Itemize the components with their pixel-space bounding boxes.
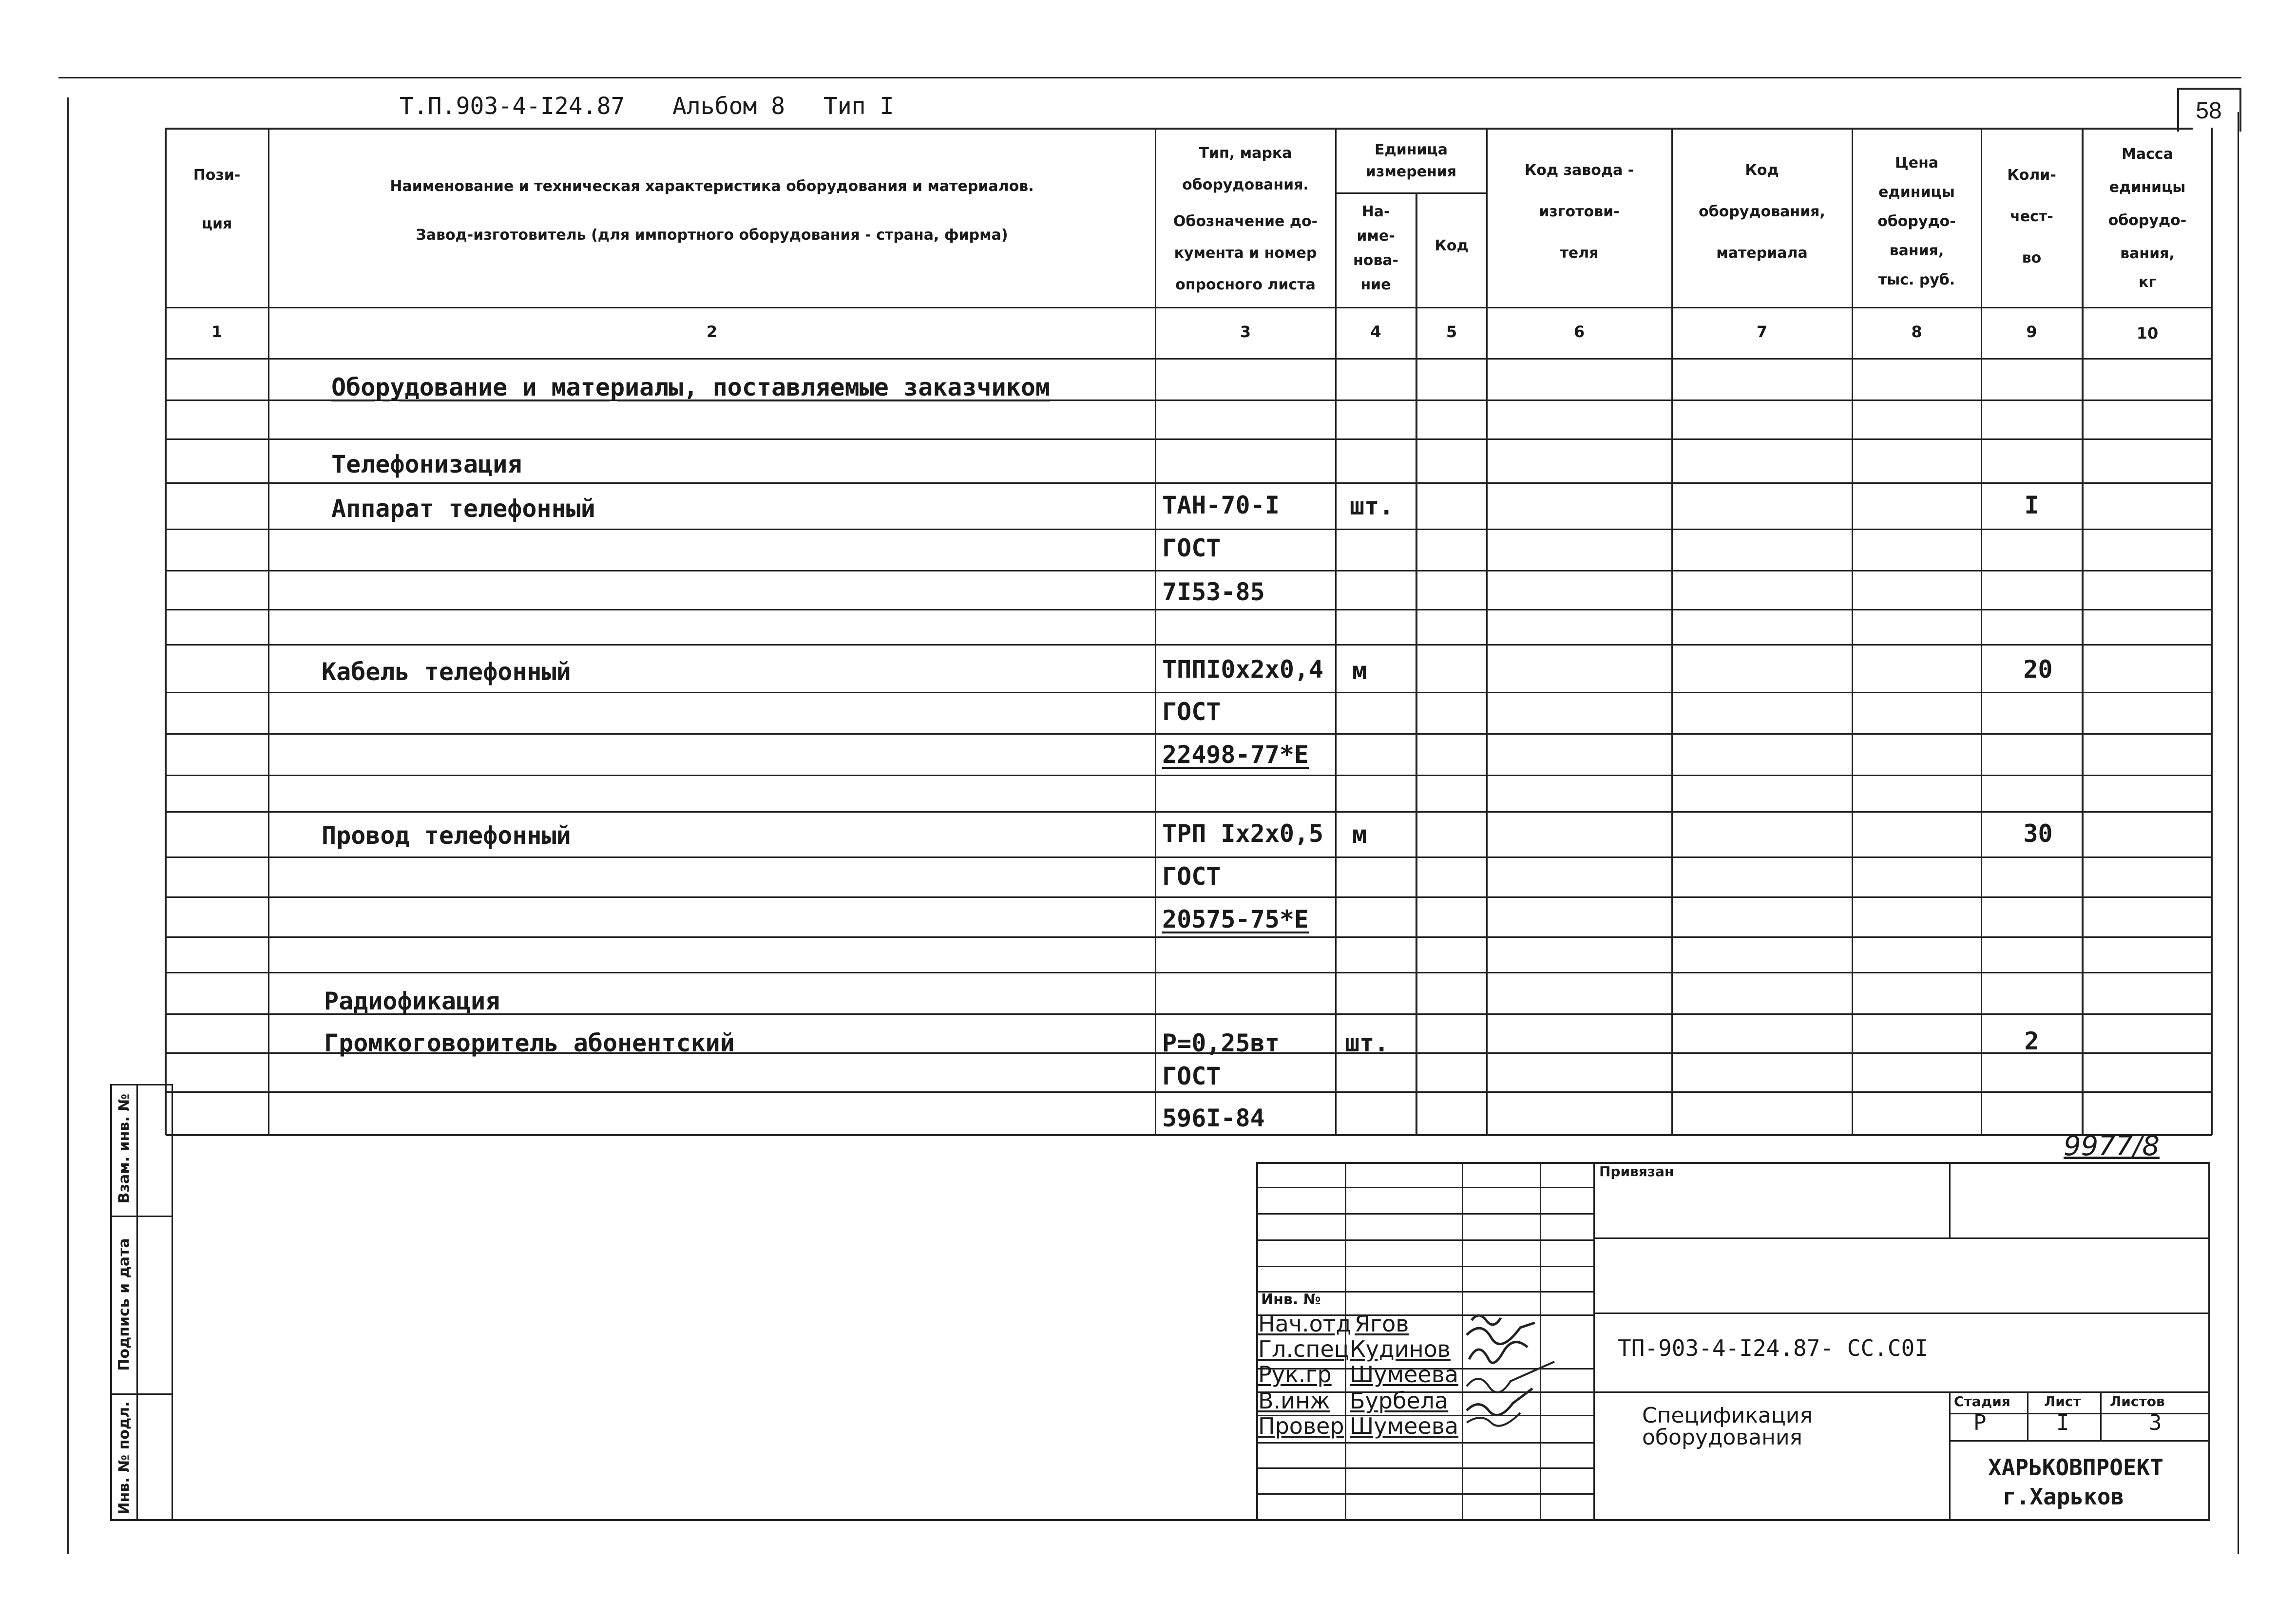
album-label: Альбом 8 — [672, 93, 785, 120]
row-line — [166, 570, 2212, 571]
col-line-1 — [268, 128, 269, 1135]
row1-type: ТАН-70-I — [1162, 491, 1280, 519]
col2-header-line2: Завод-изготовитель (для импортного оборудования - страна, фирма) — [416, 227, 1008, 244]
col9-header-line2: чест- — [2010, 208, 2053, 225]
signer-2: Кудинов — [1350, 1336, 1451, 1362]
row4-gost-number: 596I-84 — [1162, 1104, 1265, 1132]
row3-gost: ГОСТ — [1162, 862, 1221, 891]
row-line — [166, 811, 2212, 813]
col10-header-line4: вания, — [2120, 245, 2175, 262]
side-strip-right — [172, 1084, 173, 1520]
col9-header-line3: во — [2022, 249, 2042, 266]
col4-header-line1: На- — [1361, 203, 1390, 220]
stage-value: Р — [1973, 1410, 1987, 1435]
col8-header-line1: Цена — [1894, 154, 1939, 171]
row-line — [166, 775, 2212, 776]
side-label-podpis: Подпись и дата — [115, 1238, 133, 1371]
col-line-5 — [1486, 128, 1488, 1135]
row-line — [166, 1091, 2212, 1093]
sheet-label: Лист — [2044, 1393, 2081, 1409]
side-strip-line — [110, 1519, 2210, 1521]
unit-sub-line — [1335, 192, 1486, 194]
stamp-grid-line — [1257, 1467, 1593, 1469]
org-name: ХАРЬКОВПРОЕКТ — [1988, 1454, 2164, 1481]
stage-label: Стадия — [1954, 1393, 2010, 1409]
row1-unit: шт. — [1350, 492, 1394, 520]
sheet-value: I — [2056, 1410, 2069, 1435]
signer-4: Бурбела — [1350, 1388, 1449, 1414]
outer-frame-left — [67, 97, 69, 1554]
col8-header-line4: вания, — [1889, 242, 1944, 259]
side-strip-middle — [136, 1084, 138, 1520]
role-2: Гл.спец — [1258, 1336, 1350, 1362]
row2-gost: ГОСТ — [1162, 698, 1221, 726]
doc-code-header: Т.П.903-4-I24.87 — [400, 93, 625, 120]
stamp-grid-line — [1949, 1162, 1951, 1237]
stamp-grid-line — [2027, 1391, 2028, 1440]
col-number-6: 6 — [1573, 323, 1585, 341]
row-line — [166, 856, 2212, 858]
col-number-10: 10 — [2136, 324, 2159, 342]
row2-name: Кабель телефонный — [322, 658, 571, 686]
role-1: Нач.отд — [1258, 1311, 1352, 1337]
col3-header-line4: кумента и номер — [1174, 245, 1317, 262]
stamp-grid-line — [2100, 1391, 2102, 1440]
row-line — [166, 482, 2212, 484]
col-number-5: 5 — [1446, 323, 1457, 341]
stamp-top — [1257, 1162, 2210, 1164]
side-label-vzam: Взам. инв. № — [115, 1093, 133, 1204]
signatures-scribble — [1457, 1306, 1574, 1437]
row-line — [166, 529, 2212, 530]
stamp-title-line2: оборудования — [1642, 1425, 1803, 1450]
stamp-grid-line — [1949, 1391, 1951, 1520]
row3-type: ТРП Iх2х0,5 — [1162, 819, 1324, 848]
col3-header-line3: Обозначение до- — [1173, 213, 1318, 230]
row-line — [166, 896, 2212, 898]
col-line-6 — [1671, 128, 1673, 1135]
col1-header-line2: ция — [201, 215, 232, 232]
row3-gost-number: 20575-75*Е — [1162, 905, 1309, 933]
stamp-grid-line — [1593, 1313, 2210, 1314]
col6-header-line1: Код завода - — [1524, 162, 1634, 179]
stamp-grid-line — [1593, 1391, 2210, 1393]
stamp-grid-line — [1257, 1442, 1593, 1444]
header-bottom-line — [166, 307, 2212, 308]
side-label-inv-podl: Инв. № подл. — [115, 1401, 133, 1515]
row3-unit: м — [1352, 820, 1367, 849]
privyazan-label: Привязан — [1599, 1163, 1674, 1179]
col4-header-line2: име- — [1357, 228, 1395, 245]
signer-3: Шумеева — [1350, 1361, 1459, 1388]
row-line — [166, 438, 2212, 440]
org-city: г.Харьков — [2003, 1484, 2124, 1510]
row3-name: Провод телефонный — [322, 821, 571, 850]
row1-gost-number: 7I53-85 — [1162, 578, 1265, 606]
row1-name: Аппарат телефонный — [331, 495, 595, 523]
col-number-2: 2 — [706, 323, 718, 341]
col7-header-line2: оборудования, — [1699, 203, 1825, 220]
sheets-value: 3 — [2149, 1410, 2162, 1435]
stamp-grid-line — [1257, 1213, 1593, 1215]
col-number-3: 3 — [1240, 323, 1251, 341]
col3-header-line1: Тип, марка — [1199, 145, 1292, 162]
col8-header-line5: тыс. руб. — [1878, 271, 1955, 288]
row2-type: ТППI0х2х0,4 — [1162, 655, 1324, 684]
row2-qty: 20 — [2023, 655, 2053, 684]
side-strip-left — [110, 1084, 112, 1520]
row1-qty: I — [2024, 491, 2039, 519]
row4-qty: 2 — [2024, 1027, 2039, 1055]
col7-header-line3: материала — [1716, 245, 1808, 262]
col10-header-line3: оборудо- — [2108, 212, 2187, 229]
role-3: Рук.гр — [1258, 1361, 1332, 1388]
signer-5: Шумеева — [1350, 1413, 1459, 1439]
col-number-7: 7 — [1756, 323, 1768, 341]
stamp-doc-code: ТП-903-4-I24.87- СС.С0I — [1618, 1335, 1928, 1361]
stamp-grid-line — [1949, 1440, 2210, 1442]
table-bottom-line — [166, 1134, 2212, 1136]
row-line — [166, 733, 2212, 735]
row2-unit: м — [1352, 657, 1367, 685]
row2-gost-number: 22498-77*Е — [1162, 741, 1309, 769]
stamp-grid-line — [1593, 1237, 2210, 1239]
row4-name: Громкоговоритель абонентский — [324, 1029, 735, 1057]
sheets-label: Листов — [2110, 1393, 2165, 1409]
col9-header-line1: Коли- — [2007, 167, 2056, 184]
stamp-grid-line — [1949, 1413, 2210, 1414]
col10-header-line1: Масса — [2122, 146, 2173, 163]
col-number-8: 8 — [1911, 323, 1922, 341]
row-line — [166, 644, 2212, 646]
row4-type: Р=0,25вт — [1162, 1029, 1280, 1057]
col-line-8 — [1981, 128, 1982, 1135]
signer-1: Ягов — [1355, 1311, 1409, 1337]
col-number-1: 1 — [211, 323, 223, 341]
row-line — [166, 936, 2212, 938]
col-number-9: 9 — [2026, 323, 2037, 341]
col-line-10 — [2211, 128, 2213, 1135]
col-number-4: 4 — [1370, 323, 1381, 341]
col10-header-line5: кг — [2138, 274, 2157, 291]
type-label: Тип I — [823, 93, 894, 120]
stamp-grid-line — [1257, 1239, 1593, 1241]
section-telephony: Телефонизация — [331, 450, 522, 478]
col2-header-line1: Наименование и техническая характеристика оборудования и материалов. — [390, 178, 1034, 195]
number-row-bottom-line — [166, 358, 2212, 360]
page-number: 58 — [2196, 98, 2222, 124]
stamp-title-line1: Спецификация — [1642, 1403, 1813, 1428]
section-radio: Радиофикация — [324, 987, 500, 1015]
row4-unit: шт. — [1345, 1029, 1389, 1057]
row1-gost: ГОСТ — [1162, 534, 1221, 562]
col3-header-line2: оборудования. — [1182, 176, 1309, 193]
role-5: Провер — [1258, 1413, 1344, 1439]
row-line — [166, 609, 2212, 610]
outer-frame-right — [2238, 112, 2239, 1554]
col8-header-line3: оборудо- — [1877, 213, 1956, 230]
col4-header-line3: нова- — [1353, 252, 1399, 269]
handwritten-note: 9977/8 — [2064, 1130, 2160, 1162]
stamp-right — [2208, 1162, 2210, 1520]
col4-header-line4: ние — [1360, 276, 1391, 293]
row3-qty: 30 — [2023, 819, 2053, 848]
col1-header-line1: Пози- — [193, 167, 241, 184]
col6-header-line2: изготови- — [1539, 203, 1620, 220]
row4-gost: ГОСТ — [1162, 1062, 1221, 1090]
col3-header-line5: опросного листа — [1175, 276, 1316, 293]
outer-frame-top — [58, 77, 2241, 78]
stamp-grid-line — [1257, 1266, 1593, 1267]
inv-no-label: Инв. № — [1261, 1291, 1321, 1308]
col10-header-line2: единицы — [2109, 179, 2186, 196]
col5-header: Код — [1435, 237, 1469, 254]
row-line — [166, 692, 2212, 693]
role-4: В.инж — [1258, 1388, 1330, 1414]
col-line-0 — [165, 128, 167, 1135]
col8-header-line2: единицы — [1878, 184, 1955, 201]
stamp-grid-line — [1593, 1162, 1595, 1520]
col7-header-line1: Код — [1745, 162, 1779, 179]
row-line — [166, 972, 2212, 973]
stamp-grid-line — [1257, 1493, 1593, 1495]
stamp-grid-line — [1257, 1187, 1593, 1188]
table-top-line — [166, 128, 2193, 130]
col6-header-line3: теля — [1560, 245, 1599, 262]
unit-header: Единица измерения — [1365, 141, 1457, 180]
section-title: Оборудование и материалы, поставляемые заказчиком — [331, 373, 1051, 401]
